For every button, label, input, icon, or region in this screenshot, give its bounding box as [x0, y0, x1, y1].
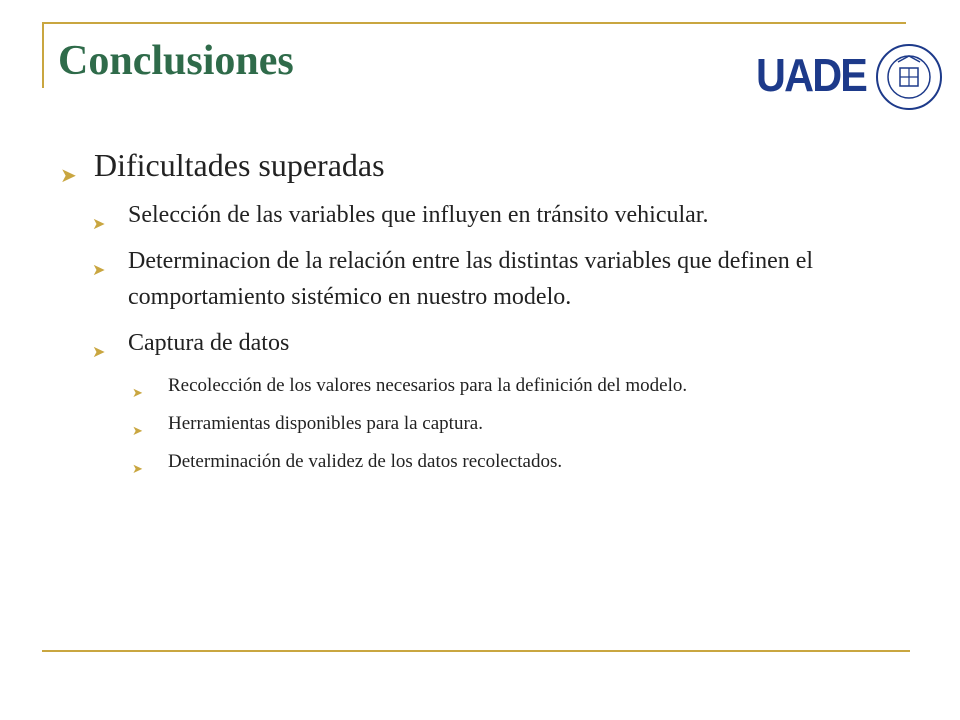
bullet-text: Herramientas disponibles para la captura.	[168, 413, 483, 434]
bullet-list	[60, 145, 860, 485]
bullet-level3	[132, 409, 860, 439]
left-border-line	[42, 22, 44, 88]
arrow-bullet-icon: ➤	[92, 260, 106, 279]
top-border-line	[42, 22, 906, 24]
slide-title: Conclusiones	[58, 38, 294, 84]
bullet-text: Determinación de validez de los datos recolectados.	[168, 451, 563, 472]
bottom-border-line	[42, 650, 910, 652]
bullet-text: Dificultades superadas	[94, 147, 385, 183]
bullet-text: Recolección de los valores necesarios para la definición del modelo.	[168, 375, 688, 396]
bullet-level3	[132, 371, 860, 401]
arrow-bullet-icon: ➤	[132, 386, 143, 401]
bullet-text: Captura de datos	[128, 330, 290, 356]
bullet-level1	[60, 145, 860, 185]
bullet-level2	[92, 325, 860, 361]
arrow-bullet-icon: ➤	[92, 342, 106, 361]
uade-logo	[756, 42, 946, 118]
bullet-text: Determinacion de la relación entre las distintas variables que definen el comportamiento sistémico en nuestro modelo.	[128, 248, 814, 310]
bullet-level2	[92, 197, 860, 233]
bullet-level2	[92, 243, 860, 315]
arrow-bullet-icon: ➤	[132, 462, 143, 477]
arrow-bullet-icon: ➤	[92, 214, 106, 233]
arrow-bullet-icon: ➤	[60, 163, 77, 187]
bullet-text: Selección de las variables que influyen en tránsito vehicular.	[128, 202, 709, 228]
logo-wordmark: UADE	[756, 49, 867, 101]
arrow-bullet-icon: ➤	[132, 424, 143, 439]
bullet-level3	[132, 447, 860, 477]
university-seal-icon	[874, 42, 944, 112]
